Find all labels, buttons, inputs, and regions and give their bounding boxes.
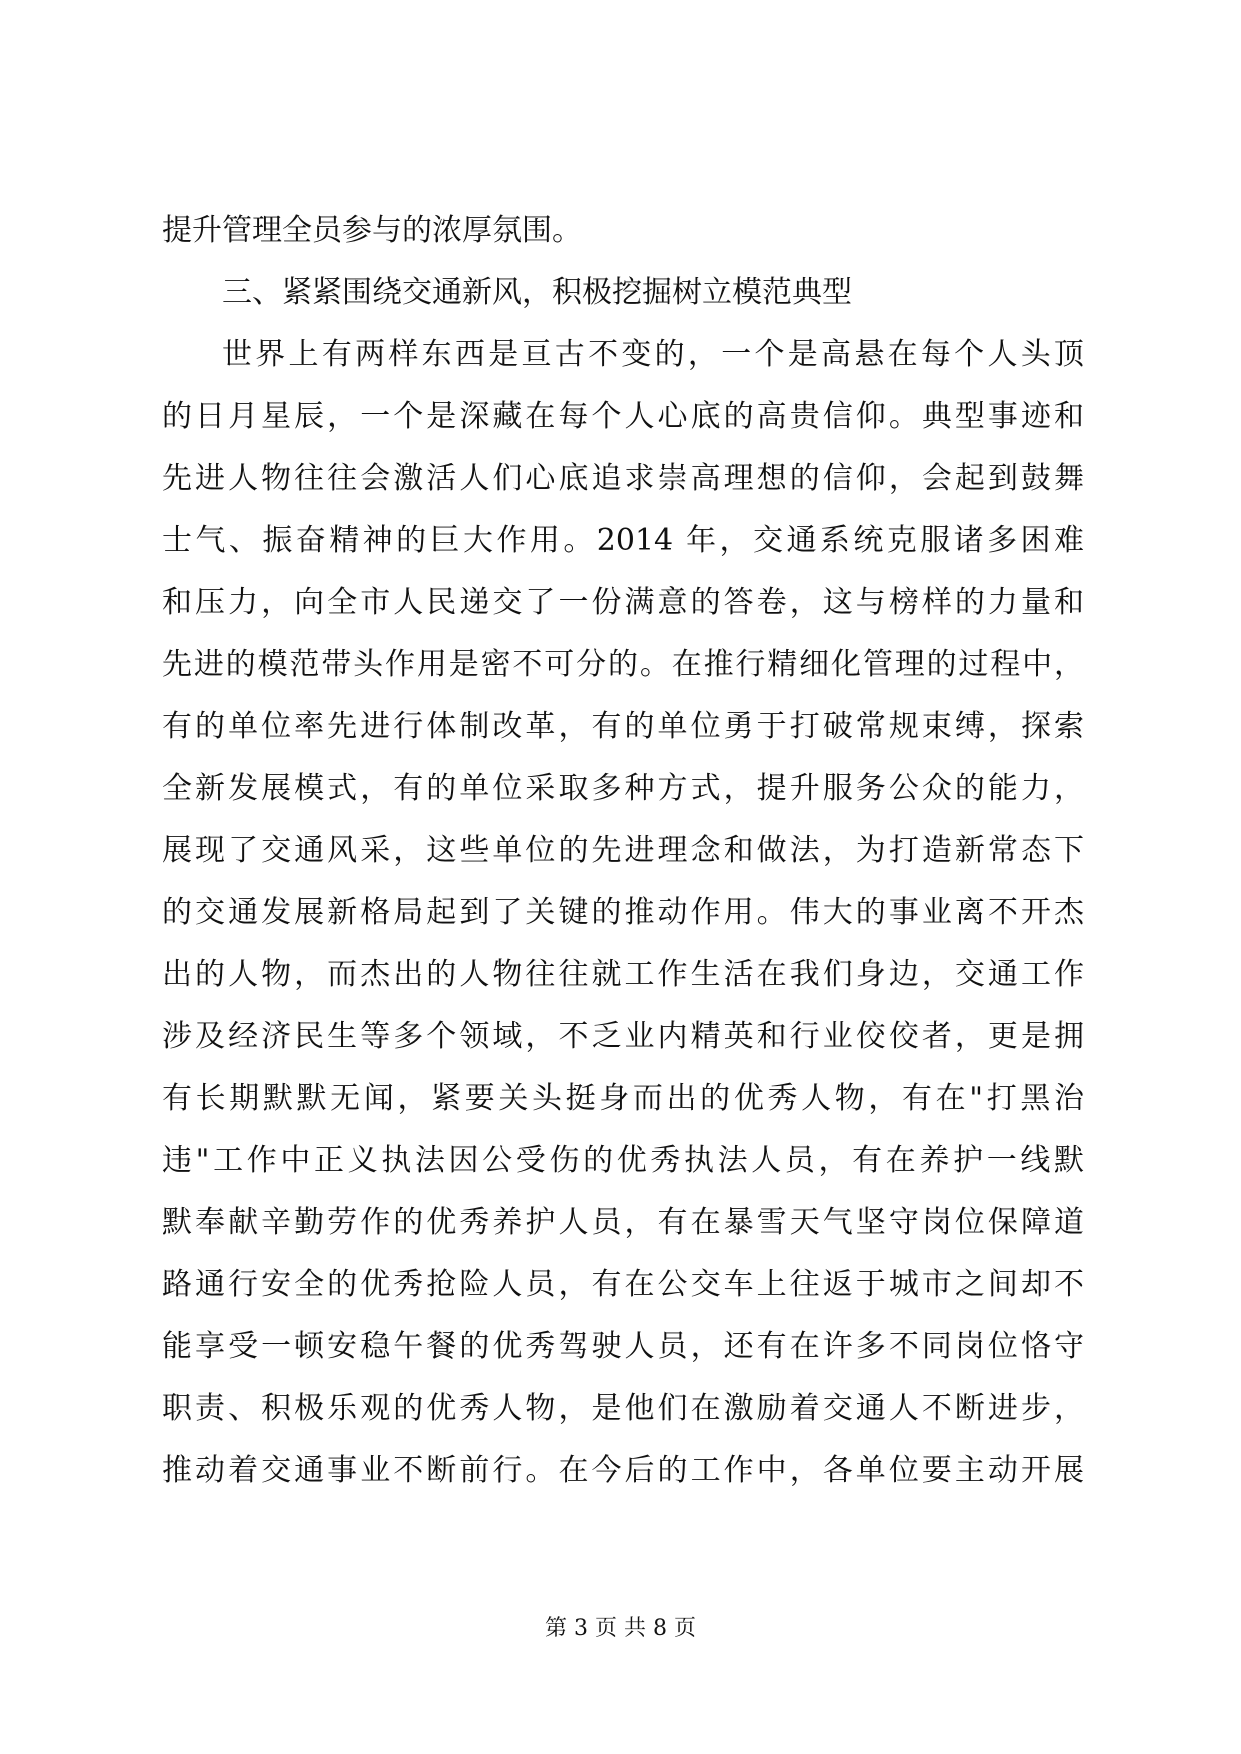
paragraph-line: 违"工作中正义执法因公受伤的优秀执法人员，有在养护一线默 (162, 1143, 1084, 1178)
paragraph-line: 世界上有两样东西是亘古不变的，一个是高悬在每个人头顶 (222, 337, 1084, 372)
paragraph-line: 出的人物，而杰出的人物往往就工作生活在我们身边，交通工作 (162, 957, 1084, 992)
paragraph-line: 士气、振奋精神的巨大作用。2014 年，交通系统克服诸多困难 (162, 523, 1084, 558)
body-text (162, 200, 1084, 1502)
paragraph-line: 路通行安全的优秀抢险人员，有在公交车上往返于城市之间却不 (162, 1267, 1084, 1302)
paragraph-line: 先进的模范带头作用是密不可分的。在推行精细化管理的过程中， (162, 647, 1084, 682)
paragraph-line: 有的单位率先进行体制改革，有的单位勇于打破常规束缚，探索 (162, 709, 1084, 744)
paragraph-line: 展现了交通风采，这些单位的先进理念和做法，为打造新常态下 (162, 833, 1084, 868)
paragraph-line: 的日月星辰，一个是深藏在每个人心底的高贵信仰。典型事迹和 (162, 399, 1084, 434)
paragraph-line: 的交通发展新格局起到了关键的推动作用。伟大的事业离不开杰 (162, 895, 1084, 930)
paragraph-line: 默奉献辛勤劳作的优秀养护人员，有在暴雪天气坚守岗位保障道 (162, 1205, 1084, 1240)
paragraph-line: 涉及经济民生等多个领域，不乏业内精英和行业佼佼者，更是拥 (162, 1019, 1084, 1054)
paragraph-line: 先进人物往往会激活人们心底追求崇高理想的信仰，会起到鼓舞 (162, 461, 1084, 496)
page-number-footer: 第 3 页 共 8 页 (545, 1616, 696, 1641)
paragraph-line: 能享受一顿安稳午餐的优秀驾驶人员，还有在许多不同岗位恪守 (162, 1329, 1084, 1364)
paragraph-line: 推动着交通事业不断前行。在今后的工作中，各单位要主动开展 (162, 1453, 1084, 1488)
paragraph-line: 和压力，向全市人民递交了一份满意的答卷，这与榜样的力量和 (162, 585, 1084, 620)
paragraph-line: 有长期默默无闻，紧要关头挺身而出的优秀人物，有在"打黑治 (162, 1081, 1084, 1116)
section-heading: 三、紧紧围绕交通新风，积极挖掘树立模范典型 (222, 275, 852, 310)
paragraph-line: 职责、积极乐观的优秀人物，是他们在激励着交通人不断进步， (162, 1391, 1084, 1426)
paragraph-end-line: 提升管理全员参与的浓厚氛围。 (162, 213, 582, 248)
paragraph-line: 全新发展模式，有的单位采取多种方式，提升服务公众的能力， (162, 771, 1084, 806)
